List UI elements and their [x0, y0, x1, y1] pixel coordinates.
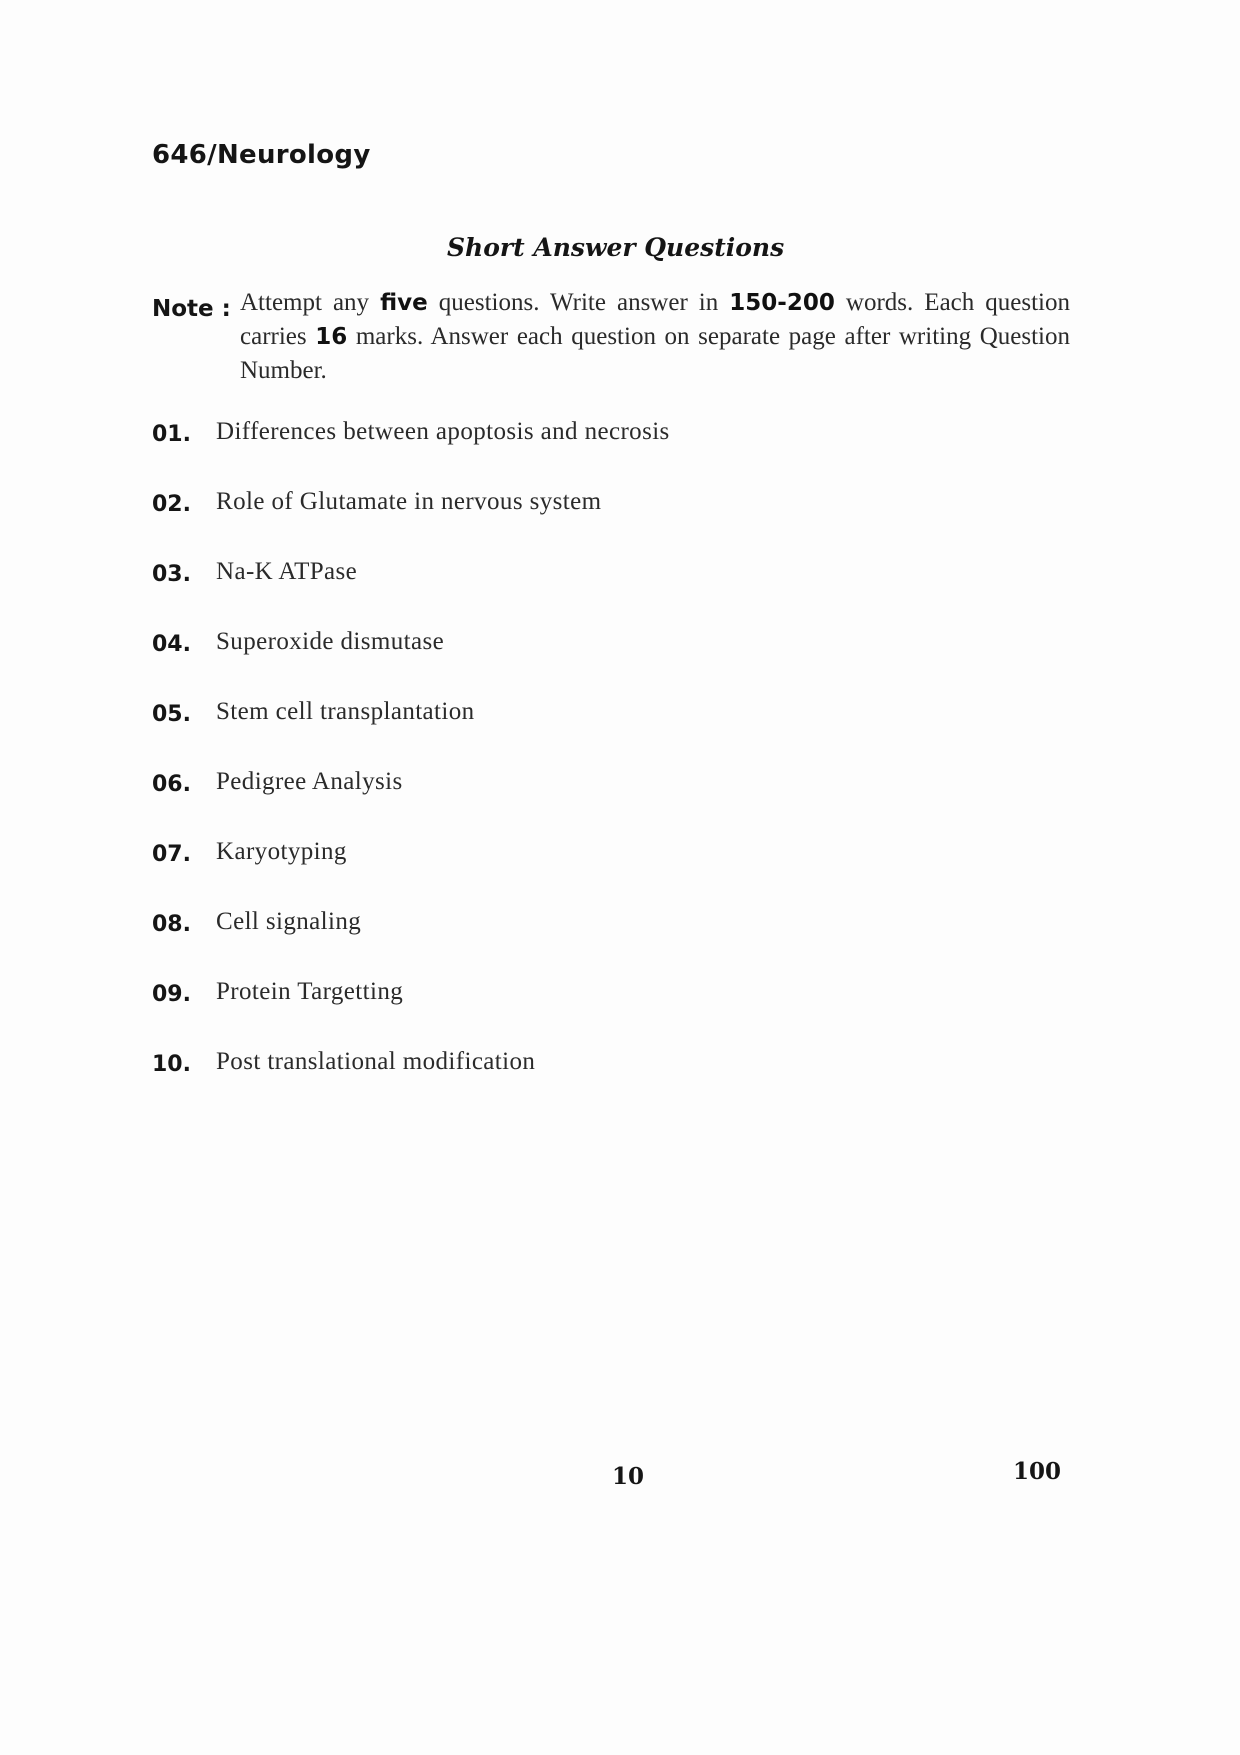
question-list [152, 418, 1052, 1118]
note-text-part: marks. Answer each question on separate page after writing Question Number. [240, 323, 1070, 384]
question-number: 06. [152, 772, 191, 797]
page-number: 10 [612, 1463, 645, 1490]
question-item [152, 768, 1052, 838]
note-text-part: words. Each question carries [240, 289, 1071, 350]
question-item [152, 908, 1052, 978]
question-item [152, 488, 1052, 558]
note-emphasis-words: 150-200 [729, 290, 835, 316]
question-text: Superoxide dismutase [216, 628, 445, 655]
question-number: 09. [152, 982, 191, 1007]
question-number: 10. [152, 1052, 191, 1077]
question-item [152, 628, 1052, 698]
question-number: 02. [152, 492, 191, 517]
note-text-part: questions. Write answer in [427, 289, 730, 316]
note-emphasis-marks: 16 [315, 324, 348, 350]
section-title: Short Answer Questions [447, 233, 785, 262]
paper-code-heading: 646/Neurology [152, 140, 371, 170]
question-text: Role of Glutamate in nervous system [216, 488, 602, 515]
question-item [152, 558, 1052, 628]
question-item [152, 1048, 1052, 1118]
question-number: 07. [152, 842, 191, 867]
note-label: Note : [152, 296, 231, 322]
question-number: 08. [152, 912, 191, 937]
question-number: 03. [152, 562, 191, 587]
question-item [152, 418, 1052, 488]
question-text: Stem cell transplantation [216, 698, 475, 725]
question-item [152, 698, 1052, 768]
question-number: 05. [152, 702, 191, 727]
question-text: Karyotyping [216, 838, 347, 865]
note-text-part: Attempt any [240, 289, 381, 316]
question-number: 04. [152, 632, 191, 657]
question-text: Post translational modification [216, 1048, 536, 1075]
note-emphasis-count: five [380, 290, 428, 316]
question-text: Protein Targetting [216, 978, 404, 1005]
question-text: Differences between apoptosis and necrosis [216, 418, 670, 445]
question-text: Na-K ATPase [216, 558, 358, 585]
note-instructions [240, 286, 1070, 388]
question-text: Cell signaling [216, 908, 362, 935]
question-item [152, 978, 1052, 1048]
question-text: Pedigree Analysis [216, 768, 403, 795]
footer-code: 100 [1013, 1458, 1062, 1485]
question-number: 01. [152, 422, 191, 447]
question-item [152, 838, 1052, 908]
